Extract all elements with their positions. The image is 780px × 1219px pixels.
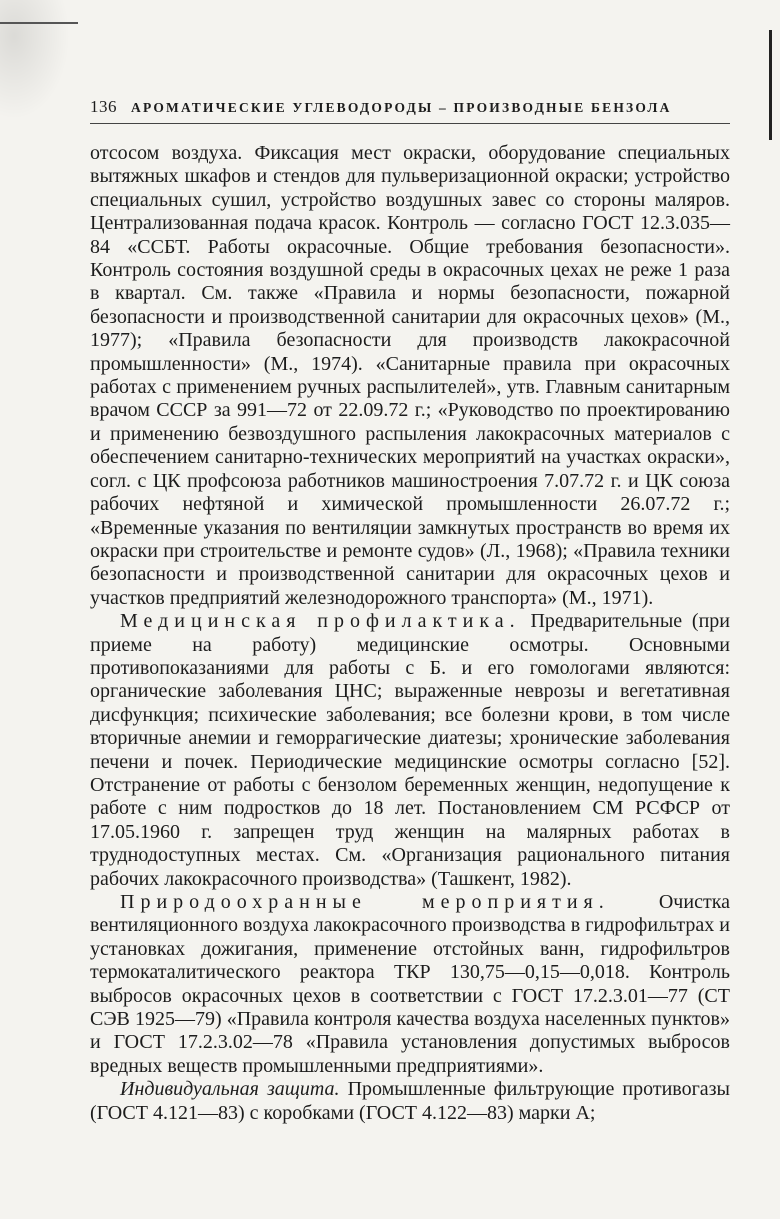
protection-text: Промышленные фильтрующие противогазы (ГОСТ 4.121—83) с коробками (ГОСТ 4.122—83) марки А;: [90, 1078, 730, 1124]
paragraph-ventilation: отсосом воздуха. Фиксация мест окраски, оборудование специальных вытяжных шкафов и стендов для пульверизационной окраски; устройство специальных сушил, устройство воздушных завес со стороны маляров. Централизованная подача красок. Контроль — согласно ГОСТ 12.3.035—84 «ССБТ. Работы окрасочные. Общие требования безопасности». Контроль состояния воздушной среды в окрасочных цехах не реже 1 раза в квартал. См. также «Правила и нормы безопасности, пожарной безопасности и производственной санитарии для окрасочных цехов» (М., 1977); «Правила безопасности для производств лакокрасочной промышленности» (М., 1974). «Санитарные правила при окрасочных работах с применением ручных распылителей», утв. Главным санитарным врачом СССР за 991—72 от 22.09.72 г.; «Руководство по проектированию и применению безвоздушного распыления лакокрасочных материалов с обеспечением санитарно-технических мероприятий на участках окраски», согл. с ЦК профсоюза работников машиностроения 7.07.72 г. и ЦК союза рабочих нефтяной и химической промышленности 26.07.72 г.; «Временные указания по вентиляции замкнутых пространств во время их окраски при строительстве и ремонте судов» (Л., 1968); «Правила техники безопасности и производственной санитарии для окрасочных цехов и участков предприятий железнодорожного транспорта» (М., 1971).: [90, 142, 730, 609]
paragraph-medical: [90, 610, 730, 891]
running-head-title: АРОМАТИЧЕСКИЕ УГЛЕВОДОРОДЫ – ПРОИЗВОДНЫЕ БЕНЗОЛА: [131, 100, 672, 115]
running-head: [90, 97, 730, 124]
scan-shadow: [0, 0, 70, 120]
heading-medical-prevention: Медицинская профилактика.: [120, 610, 521, 633]
environmental-text: Очистка вентиляционного воздуха лакокрасочного производства в гидрофильтрах и установках дожигания, применение отстойных ванн, гидрофильтров термокаталитического реактора ТКР 130,75—0,15—0,018. Контроль выбросов окрасочных цехов в соответствии с ГОСТ 17.2.3.01—77 (СТ СЭВ 1925—79) «Правила контроля качества воздуха населенных пунктов» и ГОСТ 17.2.3.02—78 «Правила установления допустимых выбросов вредных веществ промышленными предприятиями».: [90, 891, 730, 1077]
heading-environmental-measures: Природоохранные мероприятия.: [120, 891, 610, 913]
heading-individual-protection: Индивидуальная защита.: [120, 1078, 340, 1101]
scan-edge-rule: [0, 22, 78, 24]
paragraph-protection: [90, 1078, 730, 1125]
body-text: [90, 142, 730, 1125]
page-number: 136: [90, 97, 117, 116]
paragraph-environmental: [90, 891, 730, 1078]
scan-edge-bar: [769, 30, 772, 140]
medical-text: Предварительные (при приеме на работу) медицинские осмотры. Основными противопоказаниями для работы с Б. и его гомологами являются: органические заболевания ЦНС; выраженные неврозы и вегетативная дисфункция; психические заболевания; все болезни крови, в том числе вторичные анемии и геморрагические диатезы; хронические заболевания печени и почек. Периодические медицинские осмотры согласно [52]. Отстранение от работы с бензолом беременных женщин, недопущение к работе с ним подростков до 18 лет. Постановлением СМ РСФСР от 17.05.1960 г. запрещен труд женщин на малярных работах в труднодоступных местах. См. «Организация рационального питания рабочих лакокрасочного производства» (Ташкент, 1982).: [90, 610, 730, 890]
